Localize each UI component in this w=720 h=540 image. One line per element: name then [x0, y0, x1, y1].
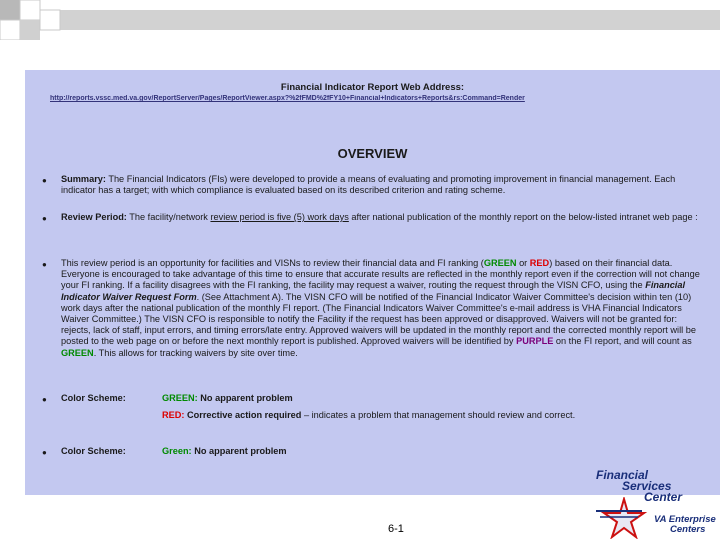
- color-scheme-label-2: Color Scheme:: [61, 446, 126, 456]
- green-scheme-line-2: [162, 446, 287, 456]
- purple-word: PURPLE: [516, 336, 554, 347]
- bullet-icon: ●: [42, 395, 47, 404]
- green-word: GREEN: [61, 347, 94, 358]
- page-number: 6-1: [388, 523, 404, 535]
- address-title: Financial Indicator Report Web Address:: [280, 82, 465, 93]
- summary-label: Summary:: [61, 174, 106, 184]
- content-panel: [25, 70, 720, 495]
- summary-text: The Financial Indicators (FIs) were developed to provide a means of evaluating and promoting improvement in financial management. Each indicator has a target; with which compliance is evaluated based on its described criterion and rating scheme.: [61, 174, 676, 196]
- green-description: No apparent problem: [200, 393, 293, 403]
- report-url-link[interactable]: http://reports.vssc.med.va.gov/ReportServer/Pages/ReportViewer.aspx?%2fFMD%2fFY10+Financial+Indicators+Reports&rs:Command=Render: [50, 95, 525, 102]
- red-description-bold: Corrective action required: [187, 410, 302, 420]
- green-label: GREEN:: [162, 393, 198, 403]
- green-description-2: No apparent problem: [194, 446, 287, 456]
- green-label-2: Green:: [162, 446, 192, 456]
- red-word: RED: [529, 258, 550, 268]
- review-text: The facility/network: [129, 212, 211, 222]
- logo-line-financial: Financial: [596, 468, 649, 482]
- bullet-icon: ●: [42, 214, 47, 223]
- green-scheme-line: [162, 393, 293, 403]
- bullet-icon: ●: [42, 448, 47, 457]
- va-line-1: VA Enterprise: [654, 514, 716, 525]
- detail-text: on the FI report, and will count as: [553, 336, 692, 347]
- review-period-underlined: review period is five (5) work days: [210, 212, 349, 222]
- bullet-icon: ●: [42, 260, 47, 269]
- decorative-squares: [0, 0, 720, 40]
- review-label: Review Period:: [61, 212, 127, 222]
- logo-line-services: Services: [622, 479, 672, 493]
- green-word: GREEN: [483, 258, 517, 268]
- detail-text: This review period is an opportunity for facilities and VISNs to review their financial data and FI ranking (: [61, 258, 484, 268]
- overview-heading: OVERVIEW: [337, 146, 408, 161]
- red-description: – indicates a problem that management should review and correct.: [301, 410, 576, 420]
- detail-text: . (See Attachment A). The VISN CFO will be notified of the Financial Indicator Waiver Committee's decision within ten (10) work days after the national publication of the monthly FI report. (The Financial Indicators Waiver Committee's e-mail address is VHA Financial Indicators Waiver Committee.) The VISN CFO is responsible to notify the Facility if the request has been approved or disapproved. Waivers will not be granted for: rejects, lack of staff, input errors, and timing errors/late entry. Approved waivers will be updated in the monthly report and the corrected monthly report will be posted to the web page on or before the next monthly report is published. Approved waivers will be identified by: [61, 291, 696, 347]
- bullet-icon: ●: [42, 176, 47, 185]
- color-scheme-label: Color Scheme:: [61, 393, 126, 403]
- review-paragraph: [61, 212, 706, 223]
- red-scheme-line: [162, 410, 575, 420]
- va-line-2: Centers: [670, 524, 706, 535]
- detail-text: ) based on their financial data. Everyone is encouraged to take advantage of this time to ensure that accurate results are reflected in the monthly report even if the correction will not change your FI ranking. If a facility disagrees with the FI ranking, the facility may request a waiver, routing the request through the VISN CFO, using the: [61, 258, 700, 291]
- logo-line-center: Center: [644, 490, 683, 504]
- detail-text: . This allows for tracking waivers by site over time.: [93, 347, 298, 358]
- review-text-end: after national publication of the monthly report on the below-listed intranet web page :: [348, 212, 698, 222]
- waiver-form-name: Financial Indicator Waiver Request Form: [61, 280, 686, 302]
- summary-paragraph: [61, 174, 706, 196]
- review-detail-paragraph: [61, 258, 706, 359]
- detail-text: or: [516, 258, 530, 268]
- va-enterprise-text: [654, 515, 716, 535]
- red-label: RED:: [162, 410, 185, 420]
